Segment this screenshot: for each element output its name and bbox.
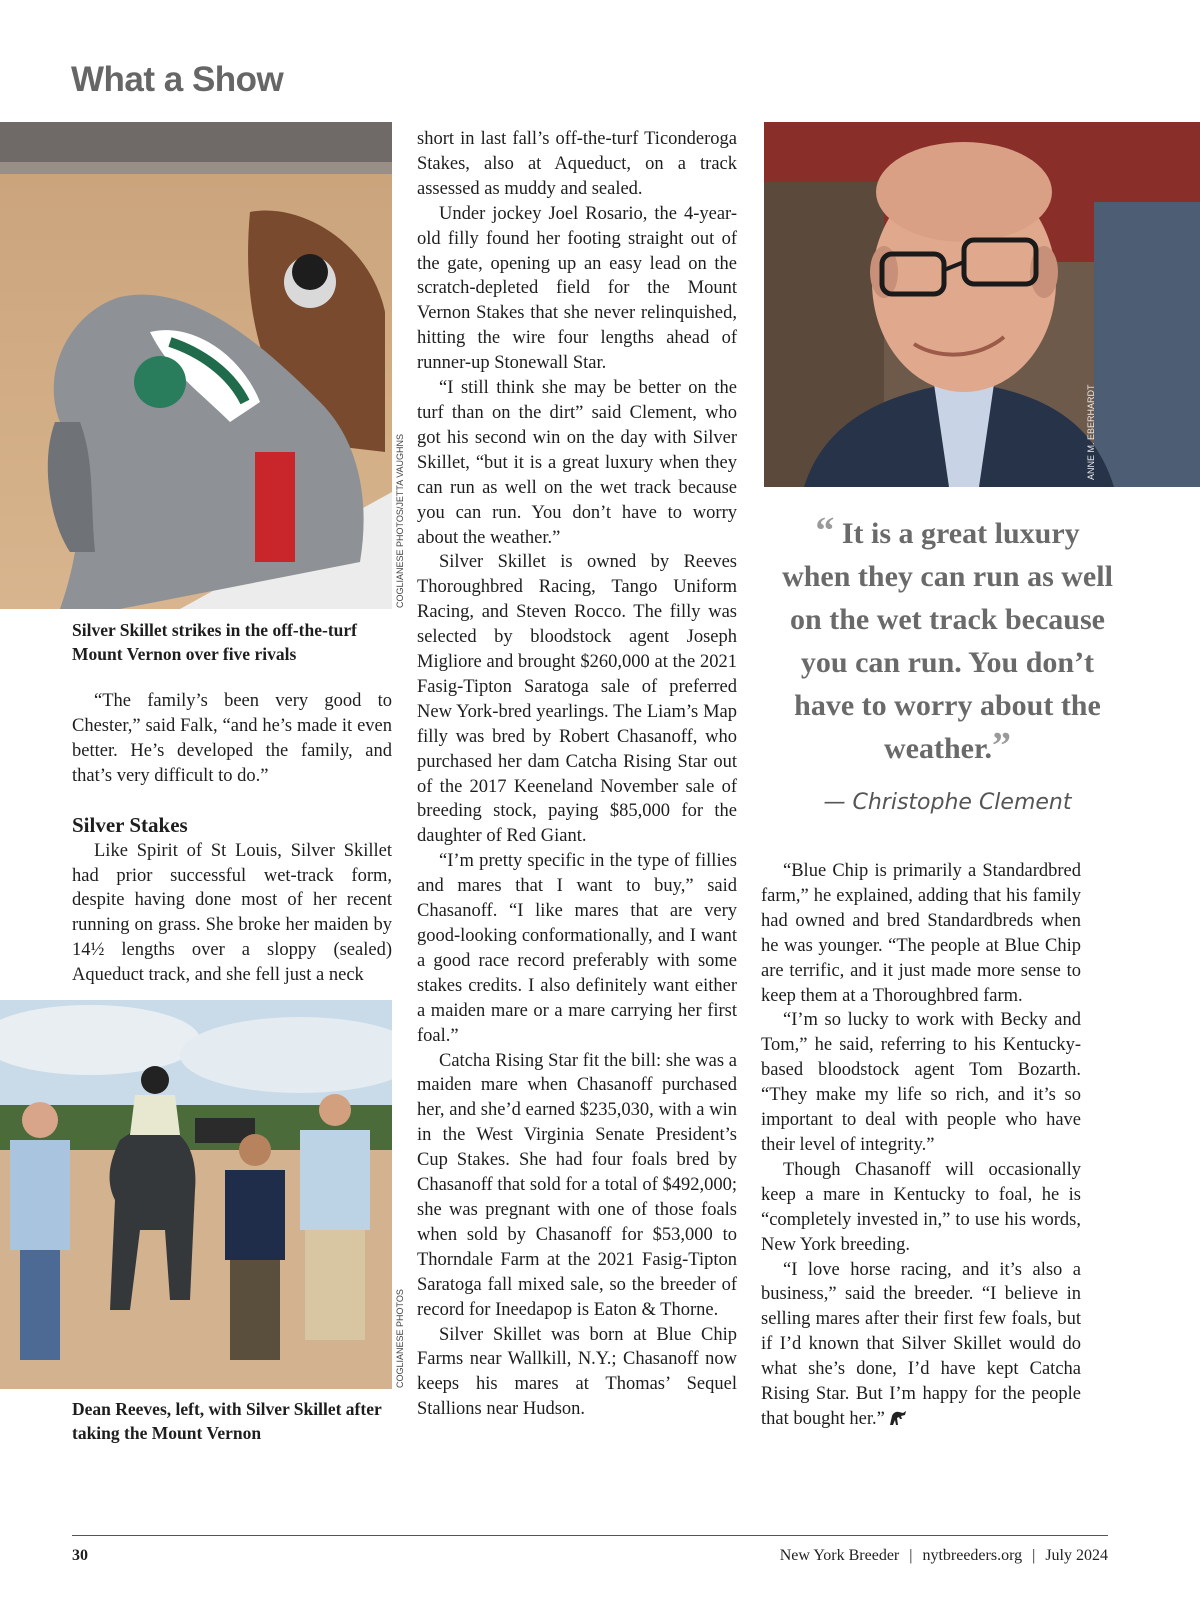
paragraph: Catcha Rising Star fit the bill: she was a maiden mare when Chasanoff purchased her, and she’d earned $235,030, with a win in the West Virginia Senate President’s Cup Stakes. She had four foals bred by Chasanoff that sold for a total of $492,000; she was pregnant with one of those foals when sold by Chasanoff for $53,000 to Thorndale Farm at the 2021 Fasig-Tipton Saratoga fall mixed sale, so the breeder of record for Ineedapop is Eaton & Thorne. bbox=[417, 1050, 737, 1320]
race-photo-credit: COGLIANESE PHOTOS/JETTA VAUGHNS bbox=[395, 433, 405, 608]
winners-circle-photo-credit: COGLIANESE PHOTOS bbox=[395, 1289, 405, 1388]
paragraph bbox=[761, 1258, 1081, 1432]
footer-publication-info bbox=[780, 1547, 1108, 1565]
paragraph: short in last fall’s off-the-turf Ticonderoga Stakes, also at Aqueduct, on a track assessed as muddy and sealed. bbox=[417, 129, 737, 199]
paragraph: Silver Skillet was born at Blue Chip Farms near Wallkill, N.Y.; Chasanoff now keeps his mares at Thomas’ Sequel Stallions near Hudson. bbox=[417, 1324, 737, 1420]
paragraph: Like Spirit of St Louis, Silver Skillet had prior successful wet-track form, despite having done most of her recent running on grass. She broke her maiden by 14½ lengths over a sloppy (sealed) Aqueduct track, and she fell just a neck bbox=[72, 840, 392, 986]
winners-circle-caption: Dean Reeves, left, with Silver Skillet after taking the Mount Vernon bbox=[72, 1399, 382, 1443]
pull-quote bbox=[780, 512, 1115, 770]
publication-name: New York Breeder bbox=[779, 1547, 900, 1564]
website-link[interactable]: nytbreeders.org bbox=[922, 1547, 1023, 1564]
paragraph: “I still think she may be better on the turf than on the dirt” said Clement, who got his second win on the day with Silver Skillet, “but it is a great luxury when they can run as well on the wet track because you can run. You don’t have to worry about the weather.” bbox=[417, 378, 737, 548]
race-photo-illustration bbox=[0, 122, 392, 609]
race-photo-caption: Silver Skillet strikes in the off-the-turf Mount Vernon over five rivals bbox=[72, 620, 357, 664]
pull-quote-text: It is a great luxury when they can run as well on the wet track because you can run. You don’t have to worry about the weather. bbox=[782, 517, 1113, 765]
paragraph-text: “I love horse racing, and it’s also a business,” said the breeder. “I believe in selling mares after their first few foals, but if I’d known that Silver Skillet would do what she’s done, I’d have kept Catcha Rising Star. But I’m happy for the people that bought her.” bbox=[761, 1259, 1081, 1429]
portrait-photo-credit: ANNE M. EBERHARDT bbox=[1086, 384, 1096, 480]
section-title: What a Show bbox=[71, 60, 284, 99]
close-quote-mark: ” bbox=[992, 725, 1012, 767]
paragraph: “Blue Chip is primarily a Standardbred farm,” he explained, adding that his family had owned and bred Standardbreds when he was younger. “The people at Blue Chip are terrific, and it just made more sense to keep them at a Thoroughbred farm. bbox=[761, 861, 1081, 1006]
column-2 bbox=[417, 127, 737, 1422]
open-quote-mark: “ bbox=[815, 510, 835, 552]
winners-circle-illustration bbox=[0, 1000, 392, 1389]
race-photo bbox=[0, 122, 392, 609]
column-1 bbox=[72, 689, 392, 988]
issue-date: July 2024 bbox=[1045, 1547, 1108, 1564]
portrait-photo bbox=[764, 122, 1200, 487]
footer-separator: | bbox=[909, 1547, 913, 1564]
winners-circle-photo bbox=[0, 1000, 392, 1389]
paragraph: Silver Skillet is owned by Reeves Thoroughbred Racing, Tango Uniform Racing, and Steven Rocco. The filly was selected by bloodstock agent Joseph Migliore and brought $260,000 at the 2021 Fasig-Tipton Saratoga sale of preferred New York-bred yearlings. The Liam’s Map filly was bred by Robert Chasanoff, who purchased her dam Catcha Rising Star out of the 2017 Keeneland November sale of breeding stock, paying $85,000 for the daughter of Red Giant. bbox=[417, 552, 737, 847]
footer-separator: | bbox=[1032, 1547, 1036, 1564]
portrait-illustration bbox=[764, 122, 1200, 487]
paragraph: “I’m pretty specific in the type of fillies and mares that I want to buy,” said Chasanoff. “I like mares that are very good-looking conformationally, and I want a good race record preferably with some stakes credits. I also definitely want either a maiden mare or a mare carrying her first foal.” bbox=[417, 851, 737, 1046]
pull-quote-attribution: — Christophe Clement bbox=[823, 790, 1072, 815]
column-3 bbox=[761, 859, 1081, 1432]
paragraph: Though Chasanoff will occasionally keep a mare in Kentucky to foal, he is “completely invested in,” to use his words, New York breeding. bbox=[761, 1159, 1081, 1255]
paragraph: Under jockey Joel Rosario, the 4-year-old filly found her footing straight out of the gate, opening up an easy lead on the scratch-depleted field for the Mount Vernon Stakes that she never relinquished, hitting the wire four lengths ahead of runner-up Stonewall Star. bbox=[417, 203, 737, 374]
footer-rule bbox=[72, 1535, 1108, 1536]
page-number: 30 bbox=[72, 1547, 88, 1564]
end-of-story-icon bbox=[889, 1410, 907, 1426]
paragraph: “I’m so lucky to work with Becky and Tom,” he said, referring to his Kentucky-based bloodstock agent Tom Bozarth. “They make my life so rich, and it’s so important to deal with people who have their level of integrity.” bbox=[761, 1010, 1081, 1155]
subheading-silver-stakes: Silver Stakes bbox=[72, 812, 188, 837]
paragraph: “The family’s been very good to Chester,” said Falk, “and he’s made it even better. He’s developed the family, and that’s very difficult to do.” bbox=[72, 691, 392, 786]
